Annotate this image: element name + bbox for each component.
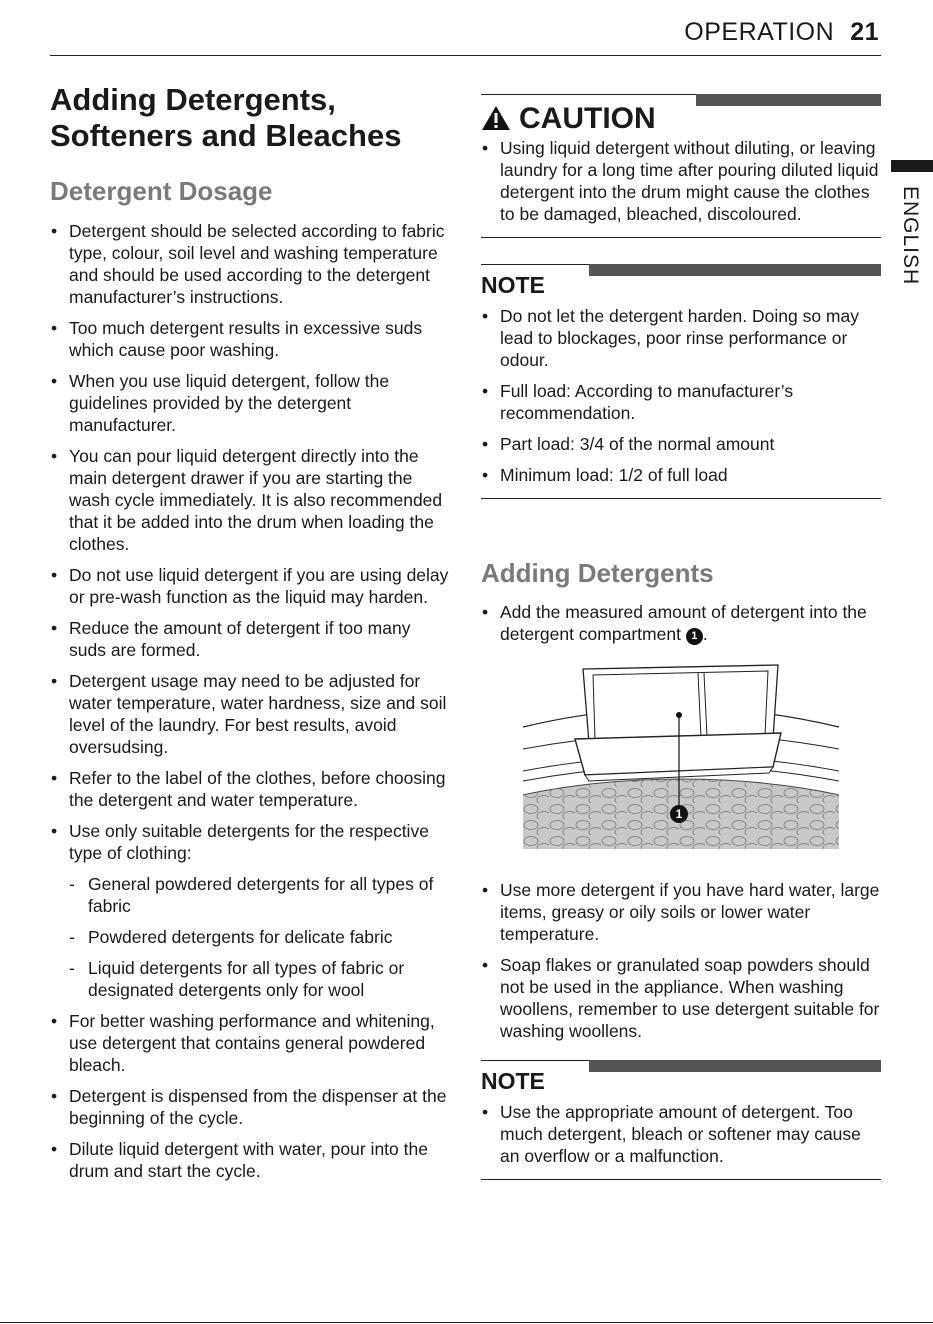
note-header-bar xyxy=(589,1060,881,1072)
page-number: 21 xyxy=(850,18,879,46)
detergent-type-sublist xyxy=(69,873,450,1001)
adding-list xyxy=(481,601,881,645)
note-box-bottom-rule xyxy=(481,1179,881,1180)
list-item: • Minimum load: 1/2 of full load xyxy=(481,464,881,486)
language-label: ENGLISH xyxy=(899,186,922,286)
section-subtitle: Detergent Dosage xyxy=(50,176,273,206)
page-header xyxy=(684,18,879,47)
callout-marker: 1 xyxy=(686,628,703,645)
page-title: Adding Detergents, Softeners and Bleaches xyxy=(50,82,402,153)
note-box-bottom-rule xyxy=(481,498,881,499)
list-item: • Soap flakes or granulated soap powders should not be used in the appliance. When washing woollens, remember to use detergent suitable for washing woollens. xyxy=(481,954,881,1042)
detergent-drawer-illustration xyxy=(523,659,839,849)
list-item: • Too much detergent results in excessive suds which cause poor washing. xyxy=(50,317,450,361)
sub-list-item: - Liquid detergents for all types of fabric or designated detergents only for wool xyxy=(69,957,450,1001)
note-list xyxy=(481,1101,881,1167)
list-item: • Reduce the amount of detergent if too many suds are formed. xyxy=(50,617,450,661)
caution-box xyxy=(481,94,881,238)
list-item: • When you use liquid detergent, follow the guidelines provided by the detergent manufacturer. xyxy=(50,370,450,436)
caution-box-bottom-rule xyxy=(481,237,881,238)
list-item: • Part load: 3/4 of the normal amount xyxy=(481,433,881,455)
caution-list xyxy=(481,137,881,225)
list-item: • Dilute liquid detergent with water, pour into the drum and start the cycle. xyxy=(50,1138,450,1182)
list-item: • You can pour liquid detergent directly into the main detergent drawer if you are starting the wash cycle immediately. It is also recommended that it be added into the drum when loading the clothes. xyxy=(50,445,450,555)
section-title: OPERATION xyxy=(684,18,835,46)
list-item: • Add the measured amount of detergent into the detergent compartment 1 . xyxy=(481,601,881,645)
language-tab-marker xyxy=(891,160,933,172)
list-item: • Do not let the detergent harden. Doing so may lead to blockages, poor rinse performance or odour. xyxy=(481,305,881,371)
note-box xyxy=(481,1060,881,1180)
note-list xyxy=(481,305,881,486)
section-subtitle: Adding Detergents xyxy=(481,558,714,588)
list-item: • Full load: According to manufacturer’s recommendation. xyxy=(481,380,881,424)
footer-divider xyxy=(0,1322,933,1323)
left-column xyxy=(50,82,450,1191)
note-heading: NOTE xyxy=(481,272,545,298)
list-item: • For better washing performance and whitening, use detergent that contains general powdered bleach. xyxy=(50,1010,450,1076)
header-divider xyxy=(50,55,881,56)
callout-badge: 1 xyxy=(670,805,688,823)
sub-list-item: - General powdered detergents for all types of fabric xyxy=(69,873,450,917)
list-item: • Do not use liquid detergent if you are using delay or pre-wash function as the liquid may harden. xyxy=(50,564,450,608)
note-box xyxy=(481,264,881,499)
list-item: • Detergent should be selected according to fabric type, colour, soil level and washing temperature and should be used according to the detergent manufacturer’s instructions. xyxy=(50,220,450,308)
note-header-bar xyxy=(589,264,881,276)
sub-list-item: - Powdered detergents for delicate fabric xyxy=(69,926,450,948)
list-item: • Using liquid detergent without diluting, or leaving laundry for a long time after pouring diluted liquid detergent into the drum might cause the clothes to be damaged, bleached, discoloured. xyxy=(481,137,881,225)
caution-header-bar xyxy=(696,94,881,106)
list-item: • Refer to the label of the clothes, before choosing the detergent and water temperature. xyxy=(50,767,450,811)
list-item: • Detergent is dispensed from the dispenser at the beginning of the cycle. xyxy=(50,1085,450,1129)
right-column xyxy=(481,94,881,1180)
list-item: • Use the appropriate amount of detergent. Too much detergent, bleach or softener may cause an overflow or a malfunction. xyxy=(481,1101,881,1167)
dosage-list xyxy=(50,220,450,1182)
caution-heading: CAUTION xyxy=(481,102,656,136)
list-item: • Detergent usage may need to be adjusted for water temperature, water hardness, size and soil level of the laundry. For best results, avoid oversudsing. xyxy=(50,670,450,758)
list-item: • Use more detergent if you have hard water, large items, greasy or oily soils or lower water temperature. xyxy=(481,879,881,945)
note-heading: NOTE xyxy=(481,1068,545,1094)
adding-list-continued xyxy=(481,879,881,1042)
list-item-with-sublist: • Use only suitable detergents for the respective type of clothing: - General powdered detergents for all types of fabric - Powdered detergents for delicate fabric - Liquid detergents for all types of fabric or designated detergents only for wool xyxy=(50,820,450,1001)
warning-triangle-icon xyxy=(481,105,511,131)
